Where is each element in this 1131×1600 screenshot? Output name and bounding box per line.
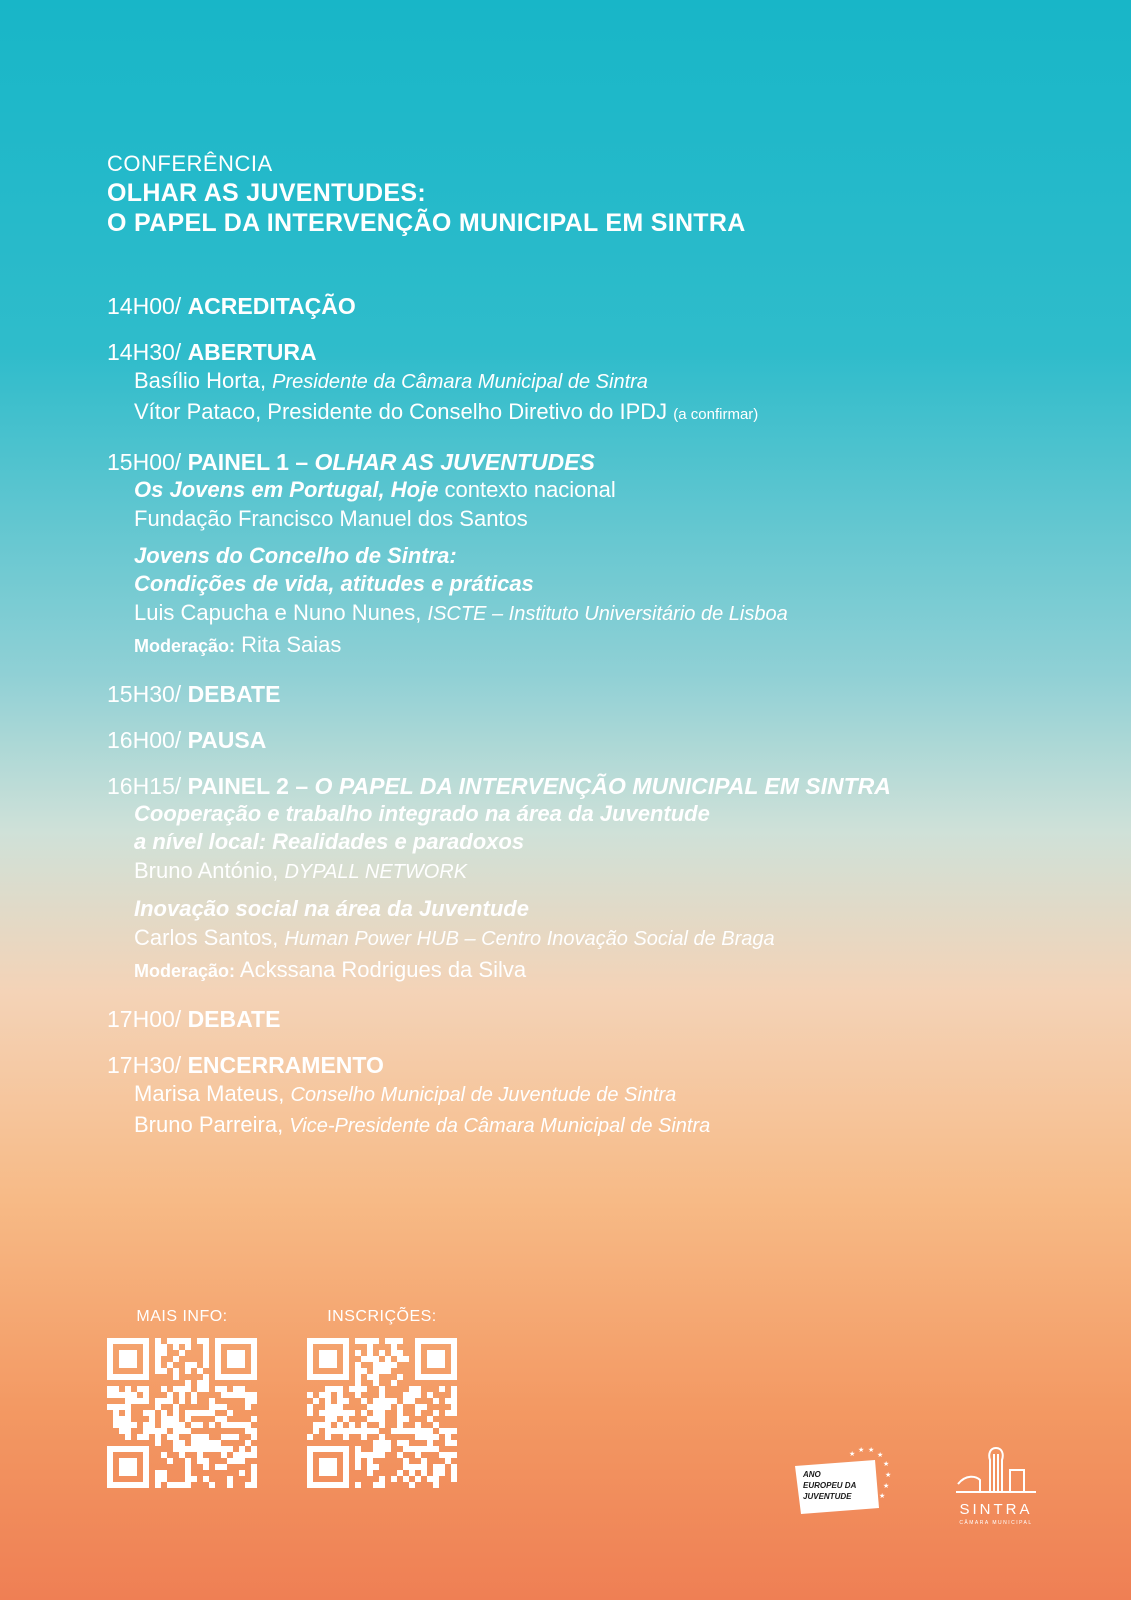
speaker-name: Carlos Santos, xyxy=(134,925,285,950)
slot-label: PAINEL 1 – xyxy=(187,449,315,475)
slot-painel2 xyxy=(107,772,1117,987)
speaker-note: (a confirmar) xyxy=(673,406,759,423)
talk-title-line2: Condições de vida, atitudes e práticas xyxy=(134,571,534,596)
qr-registration xyxy=(307,1308,457,1488)
svg-text:★: ★ xyxy=(849,1450,856,1458)
event-title-line2: O PAPEL DA INTERVENÇÃO MUNICIPAL EM SINTRA xyxy=(107,209,746,237)
slot-label: DEBATE xyxy=(187,681,281,707)
sintra-palace-icon xyxy=(950,1440,1042,1496)
qr-more-info xyxy=(107,1308,257,1488)
qr-label: MAIS INFO: xyxy=(136,1308,228,1325)
talk-title-line1: Cooperação e trabalho integrado na área da Juventude xyxy=(134,801,710,826)
svg-text:★: ★ xyxy=(883,1482,890,1490)
poster-header xyxy=(107,150,746,238)
slot-time: 16H15/ xyxy=(107,773,188,799)
svg-text:JUVENTUDE: JUVENTUDE xyxy=(803,1492,852,1501)
sintra-name: SINTRA xyxy=(959,1501,1033,1518)
speaker-line xyxy=(134,397,1117,430)
speaker-line: Fundação Francisco Manuel dos Santos xyxy=(134,506,528,531)
slot-label: ACREDITAÇÃO xyxy=(187,293,356,319)
slot-painel1 xyxy=(107,448,1117,662)
speaker-name: Bruno António, xyxy=(134,858,285,883)
svg-text:ANO: ANO xyxy=(803,1470,821,1479)
speaker-name: Vítor Pataco, Presidente do Conselho Diretivo do IPDJ xyxy=(134,399,674,424)
slot-time: 14H30/ xyxy=(107,339,188,365)
speaker-role: Conselho Municipal de Juventude de Sintra xyxy=(290,1084,677,1106)
moderation-label: Moderação: xyxy=(134,961,236,981)
slot-label: ENCERRAMENTO xyxy=(187,1052,384,1078)
talk-title-text: Os Jovens em Portugal, Hoje xyxy=(134,477,439,502)
speaker-role: Presidente da Câmara Municipal de Sintra xyxy=(272,371,648,393)
talk-title-line2: a nível local: Realidades e paradoxos xyxy=(134,829,525,854)
slot-label-italic: O PAPEL DA INTERVENÇÃO MUNICIPAL EM SINTRA xyxy=(314,773,891,799)
speaker-name: Basílio Horta, xyxy=(134,368,273,393)
svg-text:★: ★ xyxy=(879,1492,886,1500)
svg-text:★: ★ xyxy=(873,1500,880,1508)
slot-label: PAUSA xyxy=(187,727,267,753)
ano-europeu-juventude-logo xyxy=(793,1446,905,1518)
slot-pausa xyxy=(107,726,1117,754)
talk-title xyxy=(134,476,1117,504)
slot-time: 14H00/ xyxy=(107,293,188,319)
event-title-line1: OLHAR AS JUVENTUDES: xyxy=(107,179,426,207)
moderator-name: Rita Saias xyxy=(235,632,342,657)
speaker-line xyxy=(134,856,1117,887)
slot-time: 17H30/ xyxy=(107,1052,188,1078)
slot-acreditacao xyxy=(107,292,1117,320)
slot-time: 15H00/ xyxy=(107,449,188,475)
svg-text:★: ★ xyxy=(877,1451,884,1459)
slot-label: DEBATE xyxy=(187,1006,281,1032)
talk-title-line1: Jovens do Concelho de Sintra: xyxy=(134,543,457,568)
talk-title-suffix: contexto nacional xyxy=(438,477,616,502)
svg-text:★: ★ xyxy=(858,1446,865,1454)
sintra-logo xyxy=(950,1440,1042,1526)
svg-text:★: ★ xyxy=(885,1471,892,1479)
moderation-label: Moderação: xyxy=(134,636,236,656)
slot-label: PAINEL 2 – xyxy=(187,773,315,799)
speaker-name: Bruno Parreira, xyxy=(134,1112,290,1137)
program xyxy=(107,292,1117,1159)
moderation xyxy=(134,954,1117,987)
moderator-name: Ackssana Rodrigues da Silva xyxy=(235,957,527,982)
speaker-affiliation: ISCTE – Instituto Universitário de Lisboa xyxy=(427,603,788,625)
slot-debate2 xyxy=(107,1005,1117,1033)
slot-abertura xyxy=(107,338,1117,430)
sintra-subtitle: CÂMARA MUNICIPAL xyxy=(959,1520,1033,1526)
slot-encerramento xyxy=(107,1051,1117,1141)
speaker-line xyxy=(134,366,1117,397)
speaker-line xyxy=(134,598,1117,629)
slot-time: 15H30/ xyxy=(107,681,188,707)
speaker-name: Luis Capucha e Nuno Nunes, xyxy=(134,600,428,625)
speaker-affiliation: DYPALL NETWORK xyxy=(284,861,468,883)
svg-text:★: ★ xyxy=(868,1446,875,1454)
speaker-line xyxy=(134,1110,1117,1141)
moderation xyxy=(134,629,1117,662)
speaker-line xyxy=(134,1079,1117,1110)
qr-code-icon[interactable] xyxy=(307,1338,457,1488)
slot-label: ABERTURA xyxy=(187,339,317,365)
slot-time: 17H00/ xyxy=(107,1006,188,1032)
svg-text:★: ★ xyxy=(883,1460,890,1468)
svg-text:EUROPEU DA: EUROPEU DA xyxy=(803,1481,857,1490)
slot-debate1 xyxy=(107,680,1117,708)
slot-time: 16H00/ xyxy=(107,727,188,753)
talk-title: Inovação social na área da Juventude xyxy=(134,896,529,921)
speaker-role: Vice-Presidente da Câmara Municipal de Sintra xyxy=(289,1115,711,1137)
speaker-line xyxy=(134,923,1117,954)
qr-code-icon[interactable] xyxy=(107,1338,257,1488)
speaker-name: Marisa Mateus, xyxy=(134,1081,291,1106)
qr-label: INSCRIÇÕES: xyxy=(327,1308,437,1325)
speaker-affiliation: Human Power HUB – Centro Inovação Social de Braga xyxy=(284,928,775,950)
event-type: CONFERÊNCIA xyxy=(107,151,273,176)
slot-label-italic: OLHAR AS JUVENTUDES xyxy=(314,449,595,475)
